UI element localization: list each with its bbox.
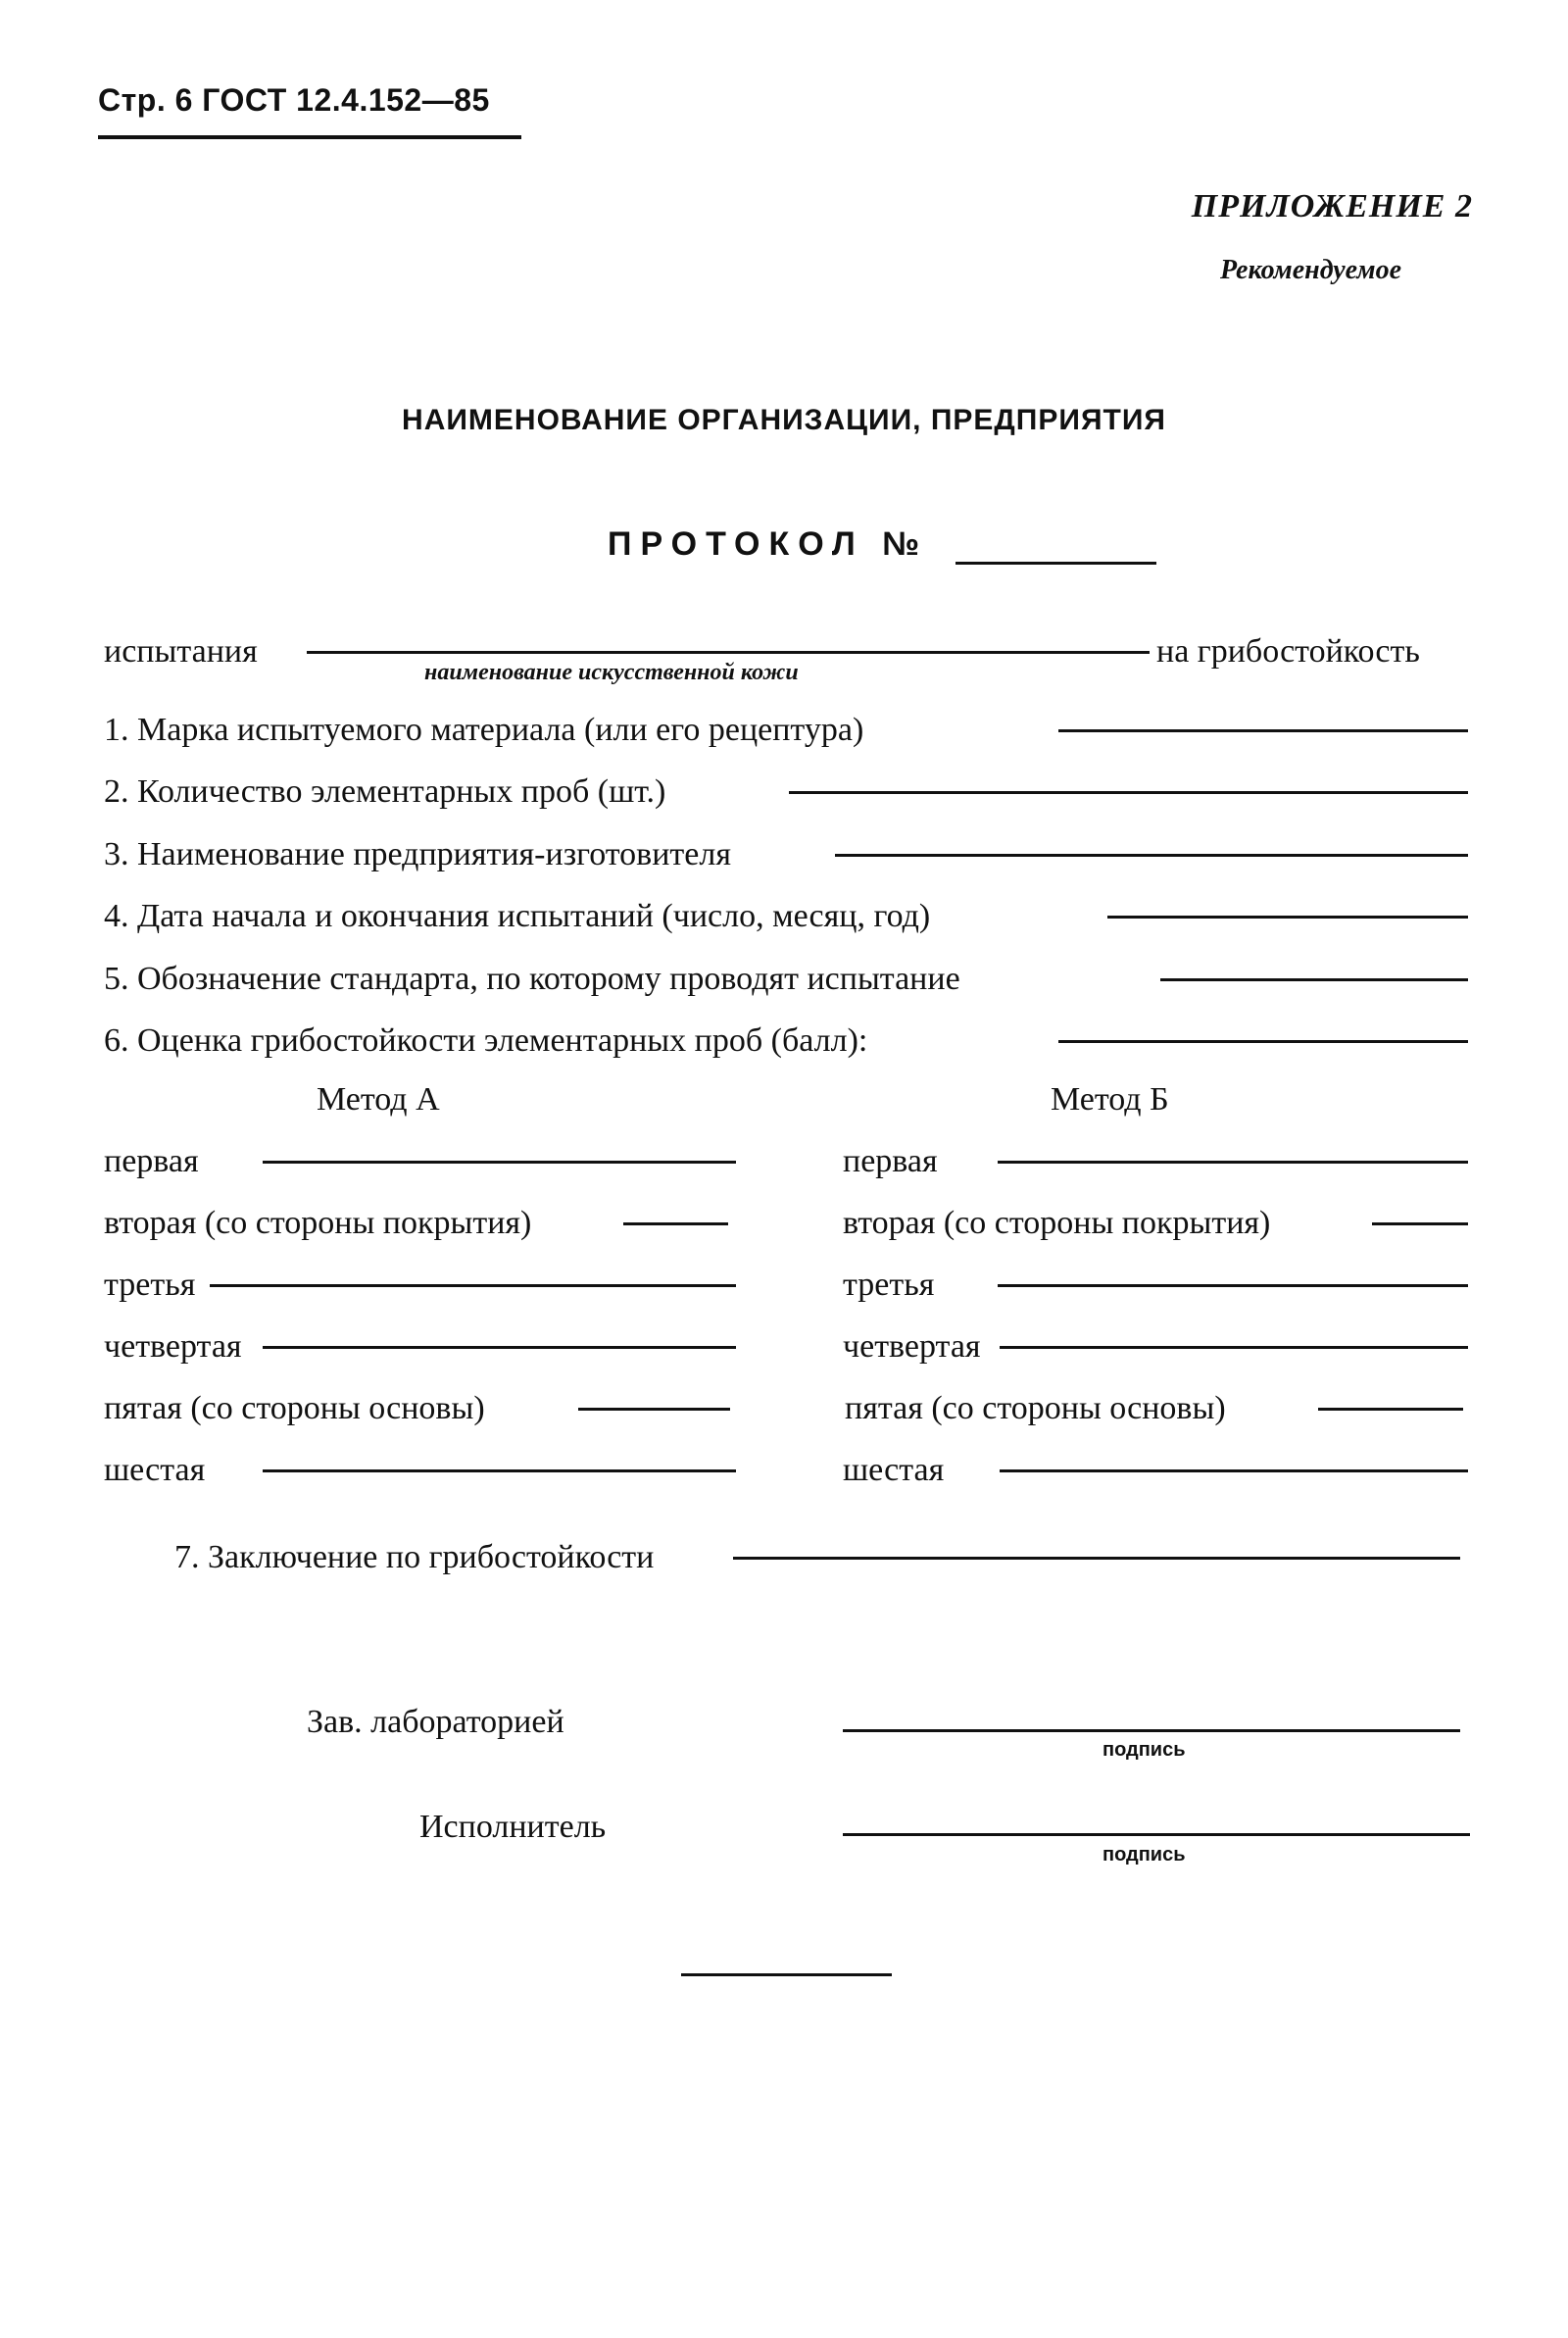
method-a-row-6-field[interactable] xyxy=(263,1469,736,1472)
item-2-field[interactable] xyxy=(789,791,1468,794)
test-suffix: на грибостойкость xyxy=(1156,633,1420,670)
item-4: 4. Дата начала и окончания испытаний (число, месяц, год) xyxy=(104,898,931,934)
closing-divider xyxy=(681,1973,892,1976)
organization-name: НАИМЕНОВАНИЕ ОРГАНИЗАЦИИ, ПРЕДПРИЯТИЯ xyxy=(402,404,1166,436)
appendix-title: ПРИЛОЖЕНИЕ 2 xyxy=(1191,188,1473,224)
method-a-row-4-field[interactable] xyxy=(263,1346,736,1349)
method-a-row-5-field[interactable] xyxy=(578,1408,730,1411)
method-b-row-4: четвертая xyxy=(843,1328,981,1365)
material-name-field[interactable] xyxy=(307,651,1150,654)
header-underline xyxy=(98,135,521,139)
item-6: 6. Оценка грибостойкости элементарных проб (балл): xyxy=(104,1022,868,1059)
page-header: Стр. 6 ГОСТ 12.4.152—85 xyxy=(98,82,490,118)
item-1: 1. Марка испытуемого материала (или его рецептура) xyxy=(104,712,864,748)
signature-1-field[interactable] xyxy=(843,1729,1460,1732)
method-a-title: Метод А xyxy=(317,1081,440,1118)
method-a-row-1-field[interactable] xyxy=(263,1161,736,1164)
appendix-status: Рекомендуемое xyxy=(1219,255,1401,285)
method-b-row-5-field[interactable] xyxy=(1318,1408,1463,1411)
method-a-row-3-field[interactable] xyxy=(210,1284,736,1287)
method-b-row-3: третья xyxy=(843,1267,935,1303)
method-a-row-6: шестая xyxy=(104,1452,206,1488)
method-a-row-1: первая xyxy=(104,1143,199,1179)
item-3: 3. Наименование предприятия-изготовителя xyxy=(104,836,731,872)
method-a-row-4: четвертая xyxy=(104,1328,242,1365)
method-b-row-6-field[interactable] xyxy=(1000,1469,1468,1472)
material-name-hint: наименование искусственной кожи xyxy=(424,660,799,685)
method-b-row-1: первая xyxy=(843,1143,938,1179)
method-b-row-3-field[interactable] xyxy=(998,1284,1468,1287)
conclusion-field[interactable] xyxy=(733,1557,1460,1560)
method-a-row-2-field[interactable] xyxy=(623,1222,728,1225)
method-b-row-1-field[interactable] xyxy=(998,1161,1468,1164)
protocol-title: ПРОТОКОЛ № xyxy=(608,525,929,563)
method-b-row-6: шестая xyxy=(843,1452,945,1488)
conclusion-label: 7. Заключение по грибостойкости xyxy=(174,1539,655,1575)
signature-2-role: Исполнитель xyxy=(419,1809,607,1845)
protocol-number-field[interactable] xyxy=(956,562,1156,565)
item-3-field[interactable] xyxy=(835,854,1468,857)
item-4-field[interactable] xyxy=(1107,916,1468,919)
method-b-row-2: вторая (со стороны покрытия) xyxy=(843,1205,1271,1241)
test-prefix: испытания xyxy=(104,633,258,670)
method-b-row-4-field[interactable] xyxy=(1000,1346,1468,1349)
method-a-row-3: третья xyxy=(104,1267,196,1303)
method-a-row-2: вторая (со стороны покрытия) xyxy=(104,1205,532,1241)
signature-1-caption: подпись xyxy=(1102,1739,1186,1761)
item-5-field[interactable] xyxy=(1160,978,1468,981)
item-5: 5. Обозначение стандарта, по которому проводят испытание xyxy=(104,961,960,997)
item-6-field[interactable] xyxy=(1058,1040,1468,1043)
method-b-row-2-field[interactable] xyxy=(1372,1222,1468,1225)
signature-2-field[interactable] xyxy=(843,1833,1470,1836)
signature-2-caption: подпись xyxy=(1102,1844,1186,1865)
method-b-title: Метод Б xyxy=(1051,1081,1169,1118)
method-b-row-5: пятая (со стороны основы) xyxy=(845,1390,1226,1426)
signature-1-role: Зав. лабораторией xyxy=(307,1704,564,1740)
item-2: 2. Количество элементарных проб (шт.) xyxy=(104,773,666,810)
method-a-row-5: пятая (со стороны основы) xyxy=(104,1390,485,1426)
item-1-field[interactable] xyxy=(1058,729,1468,732)
